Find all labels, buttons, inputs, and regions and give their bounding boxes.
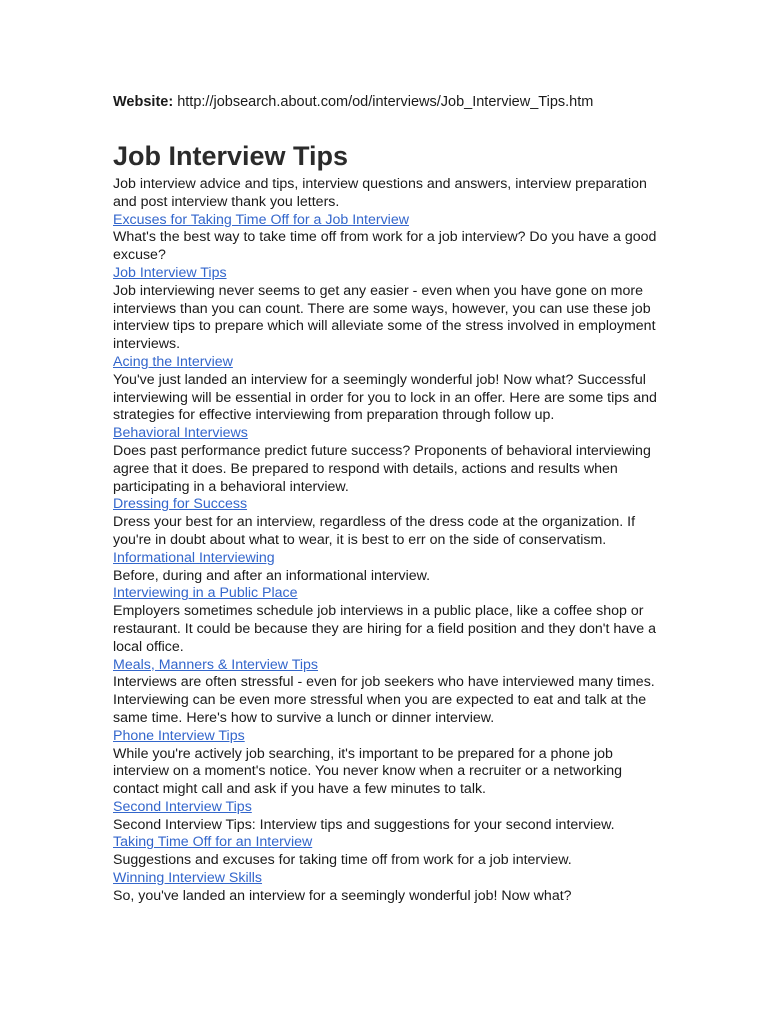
description-job-interview-tips: Job interviewing never seems to get any easier - even when you have gone on more interviews than you can count. There are some ways, however, you can use these job interview tips to prepare which will alleviate some of the stress involved in employment interviews.: [113, 282, 656, 353]
link-interviewing-public-place[interactable]: Interviewing in a Public Place: [113, 585, 298, 602]
link-phone-interview-tips[interactable]: Phone Interview Tips: [113, 727, 245, 744]
description-winning-interview-skills: So, you've landed an interview for a seemingly wonderful job! Now what?: [113, 887, 572, 904]
link-meals-manners[interactable]: Meals, Manners & Interview Tips: [113, 656, 319, 673]
description-meals-manners: Interviews are often stressful - even for job seekers who have interviewed many times. Interviewing can be even more stressful when you are expected to eat and talk at the same time. Here's how to survive a lunch or dinner interview.: [113, 674, 655, 726]
description-taking-time-off: Suggestions and excuses for taking time off from work for a job interview.: [113, 852, 572, 869]
description-interviewing-public-place: Employers sometimes schedule job interviews in a public place, like a coffee shop or restaurant. It could be because they are hiring for a field position and they don't have a local office.: [113, 603, 656, 655]
link-taking-time-off[interactable]: Taking Time Off for an Interview: [113, 834, 313, 851]
intro-text: Job interview advice and tips, interview questions and answers, interview preparation and post interview thank you letters.: [113, 176, 647, 210]
link-job-interview-tips[interactable]: Job Interview Tips: [113, 264, 227, 281]
link-informational-interviewing[interactable]: Informational Interviewing: [113, 549, 275, 566]
website-url: http://jobsearch.about.com/od/interviews/Job_Interview_Tips.htm: [177, 94, 594, 110]
website-line: [113, 92, 593, 112]
website-label: Website:: [113, 94, 174, 110]
link-excuses-time-off[interactable]: Excuses for Taking Time Off for a Job Interview: [113, 211, 409, 228]
description-excuses-time-off: What's the best way to take time off from work for a job interview? Do you have a good excuse?: [113, 229, 657, 264]
link-dressing-for-success[interactable]: Dressing for Success: [113, 496, 248, 513]
link-acing-the-interview[interactable]: Acing the Interview: [113, 353, 233, 370]
link-winning-interview-skills[interactable]: Winning Interview Skills: [113, 870, 263, 887]
description-second-interview-tips: Second Interview Tips: Interview tips and suggestions for your second interview.: [113, 816, 615, 833]
description-dressing-for-success: Dress your best for an interview, regardless of the dress code at the organization. If you're in doubt about what to wear, it is best to err on the side of conservatism.: [113, 514, 636, 548]
link-second-interview-tips[interactable]: Second Interview Tips: [113, 798, 252, 815]
description-behavioral-interviews: Does past performance predict future success? Proponents of behavioral interviewing agree that it does. Be prepared to respond with details, actions and results when participating in a behavioral interview.: [113, 442, 651, 495]
description-phone-interview-tips: While you're actively job searching, it's important to be prepared for a phone job interview on a moment's notice. You never know when a recruiter or a networking contact might call and ask if you have a few minutes to talk.: [113, 745, 622, 798]
description-informational-interviewing: Before, during and after an informational interview.: [113, 567, 431, 584]
page-title: Job Interview Tips: [113, 141, 349, 171]
link-behavioral-interviews[interactable]: Behavioral Interviews: [113, 425, 248, 442]
article: [113, 138, 658, 906]
description-acing-the-interview: You've just landed an interview for a seemingly wonderful job! Now what? Successful interviewing will be essential in order for you to lock in an offer. Here are some tips and strategies for effective interviewing from preparation through follow up.: [113, 371, 657, 424]
